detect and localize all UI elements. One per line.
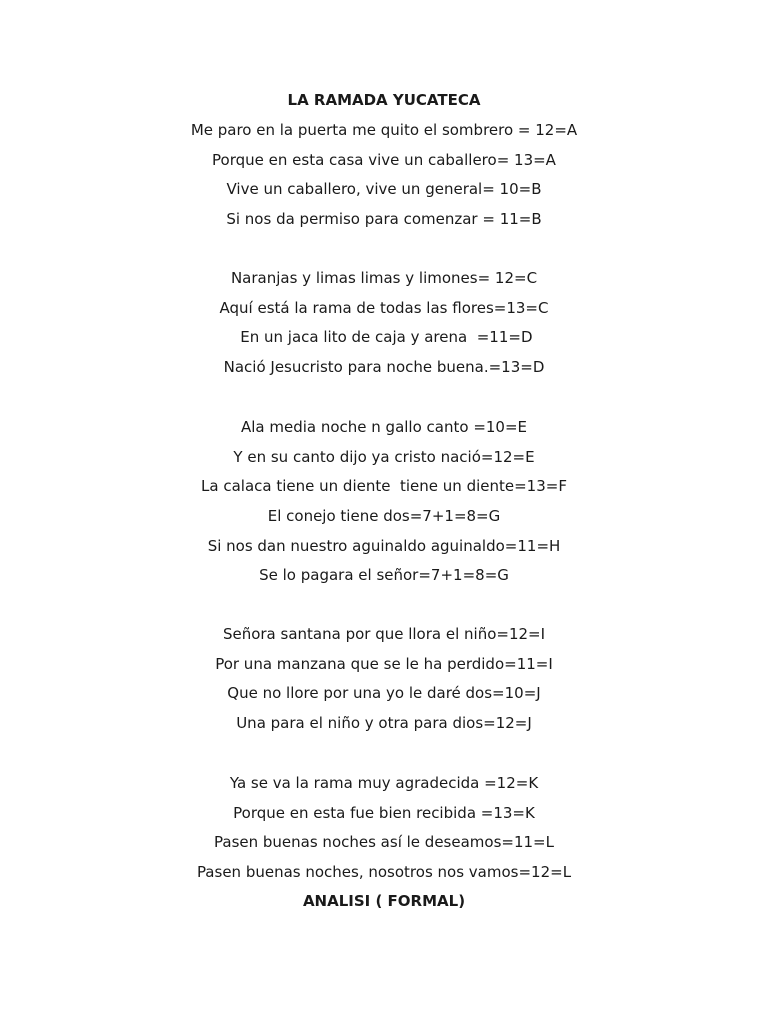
verse-line: La calaca tiene un diente tiene un diente=13=F (201, 477, 567, 496)
stanza (0, 772, 768, 891)
verse-line: Una para el niño y otra para dios=12=J (236, 714, 532, 733)
stanza (0, 623, 768, 742)
verse-line: Se lo pagara el señor=7+1=8=G (259, 566, 509, 585)
verse-line: Ya se va la rama muy agradecida =12=K (229, 774, 539, 792)
poem-title: LA RAMADA YUCATECA (287, 91, 481, 109)
verse-line: Que no llore por una yo le daré dos=10=J (227, 684, 541, 703)
verse-line: Por una manzana que se le ha perdido=11=I (215, 654, 553, 673)
analysis-heading: ANALISI ( FORMAL) (302, 892, 466, 910)
verse-line: Si nos da permiso para comenzar = 11=B (226, 210, 542, 229)
verse-line: Naranjas y limas limas y limones= 12=C (230, 269, 538, 287)
verse-line: Porque en esta fue bien recibida =13=K (233, 803, 535, 822)
verse-line: Aquí está la rama de todas las flores=13=C (219, 298, 549, 317)
stanza (0, 119, 768, 238)
verse-line: Vive un caballero, vive un general= 10=B (226, 180, 542, 199)
verse-line: En un jaca lito de caja y arena =11=D (235, 328, 533, 347)
verse-line: Nació Jesucristo para noche buena.=13=D (223, 358, 545, 377)
verse-line: Si nos dan nuestro aguinaldo aguinaldo=11=H (207, 536, 561, 555)
verse-line: Me paro en la puerta me quito el sombrero = 12=A (190, 121, 578, 139)
verse-line: Y en su canto dijo ya cristo nació=12=E (233, 447, 535, 466)
verse-line: Señora santana por que llora el niño=12=I (222, 625, 546, 643)
stanza (0, 267, 768, 386)
verse-line: Pasen buenas noches así le deseamos=11=L (214, 833, 554, 852)
verse-line: El conejo tiene dos=7+1=8=G (267, 507, 501, 526)
verse-line: Ala media noche n gallo canto =10=E (240, 418, 528, 436)
verse-line: Porque en esta casa vive un caballero= 13=A (212, 150, 556, 169)
verse-line: Pasen buenas noches, nosotros nos vamos=12=L (196, 863, 572, 882)
stanza (0, 416, 768, 594)
